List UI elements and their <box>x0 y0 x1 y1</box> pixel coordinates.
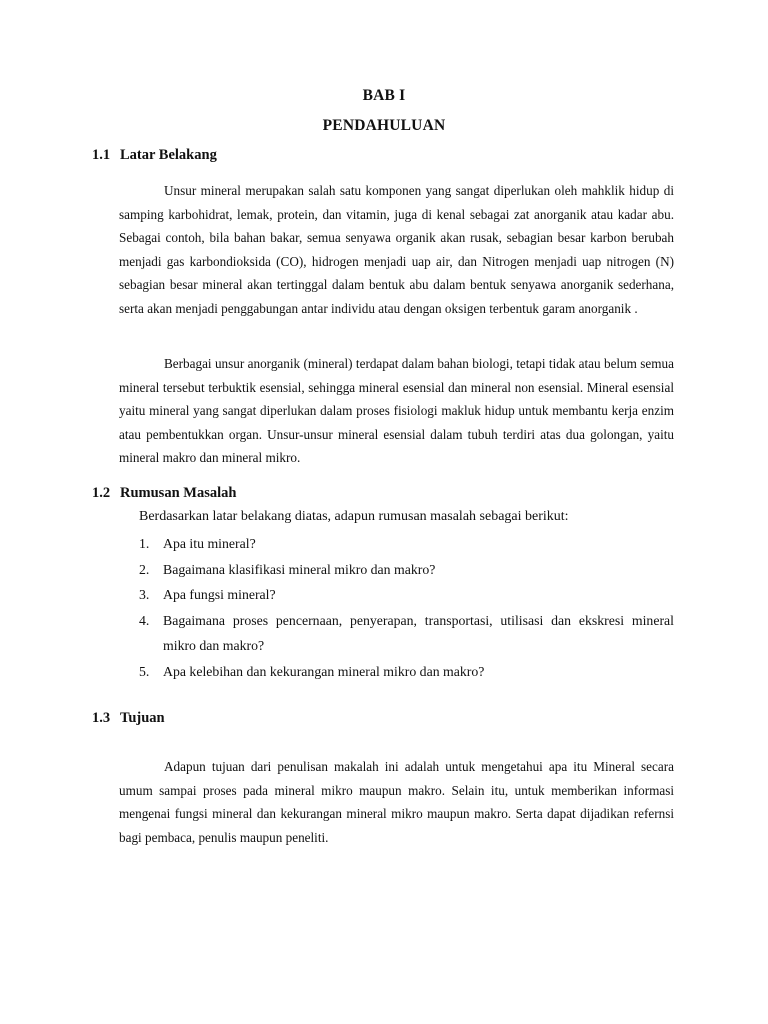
list-item-text: Apa fungsi mineral? <box>163 587 276 602</box>
chapter-number: BAB I <box>362 87 406 104</box>
section-heading-tujuan <box>92 710 165 727</box>
problem-intro: Berdasarkan latar belakang diatas, adapun rumusan masalah sebagai berikut: <box>139 509 569 524</box>
list-marker: 5. <box>139 663 150 679</box>
section-body-tujuan <box>119 755 674 849</box>
section-body-latar-belakang-2 <box>119 352 674 470</box>
section-number: 1.1 <box>92 147 111 163</box>
section-title: Tujuan <box>120 710 165 726</box>
list-item-text: Apa kelebihan dan kekurangan mineral mikro dan makro? <box>163 663 485 679</box>
list-item-text: Bagaimana proses pencernaan, penyerapan, transportasi, utilisasi dan ekskresi mineral mikro dan makro? <box>163 612 674 653</box>
list-item <box>139 557 674 583</box>
list-item <box>139 608 674 659</box>
list-item <box>139 659 674 685</box>
list-marker: 3. <box>139 587 150 602</box>
list-item-text: Apa itu mineral? <box>163 536 256 551</box>
list-item-text: Bagaimana klasifikasi mineral mikro dan makro? <box>163 561 436 577</box>
list-marker: 4. <box>139 612 150 628</box>
paragraph: Adapun tujuan dari penulisan makalah ini adalah untuk mengetahui apa itu Mineral secara umum sampai proses pada mineral mikro maupun makro. Selain itu, untuk memberikan informasi mengenai fungsi mineral dan kekurangan mineral mikro maupun makro. Serta dapat dijadikan refernsi bagi pembaca, penulis maupun peneliti. <box>119 759 674 845</box>
paragraph: Unsur mineral merupakan salah satu komponen yang sangat diperlukan oleh mahklik hidup di samping karbohidrat, lemak, protein, dan vitamin, juga di kenal sebagai zat anorganik atau kadar abu. Sebagai contoh, bila bahan bakar, semua senyawa organik akan rusak, sebagian besar karbon berubah menjadi gas karbondioksida (CO), hidrogen menjadi uap air, dan Nitrogen menjadi uap nitrogen (N) sebagian besar mineral akan tertinggal dalam bentuk abu dalam bentuk senyawa anorganik sederhana, serta akan menjadi penggabungan antar individu atau dengan oksigen terbentuk garam anorganik . <box>119 183 674 316</box>
section-number: 1.3 <box>92 710 111 726</box>
chapter-title: PENDAHULUAN <box>322 117 446 134</box>
section-title: Latar Belakang <box>120 147 217 163</box>
section-heading-rumusan-masalah <box>92 485 236 502</box>
list-item <box>139 582 674 608</box>
list-item <box>139 531 674 557</box>
section-number: 1.2 <box>92 485 111 501</box>
list-marker: 2. <box>139 561 150 577</box>
list-marker: 1. <box>139 536 150 551</box>
section-heading-latar-belakang <box>92 147 217 164</box>
problem-list <box>139 531 674 684</box>
section-title: Rumusan Masalah <box>120 485 237 501</box>
paragraph: Berbagai unsur anorganik (mineral) terdapat dalam bahan biologi, tetapi tidak atau belum semua mineral tersebut terbuktik esensial, sehingga mineral esensial dan mineral non esensial. Mineral esensial yaitu mineral yang sangat diperlukan dalam proses fisiologi makluk hidup untuk membantu kerja enzim atau pembentukkan organ. Unsur-unsur mineral esensial dalam tubuh terdiri atas dua golongan, yaitu mineral makro dan mineral mikro. <box>119 356 674 465</box>
section-body-latar-belakang <box>119 179 674 320</box>
